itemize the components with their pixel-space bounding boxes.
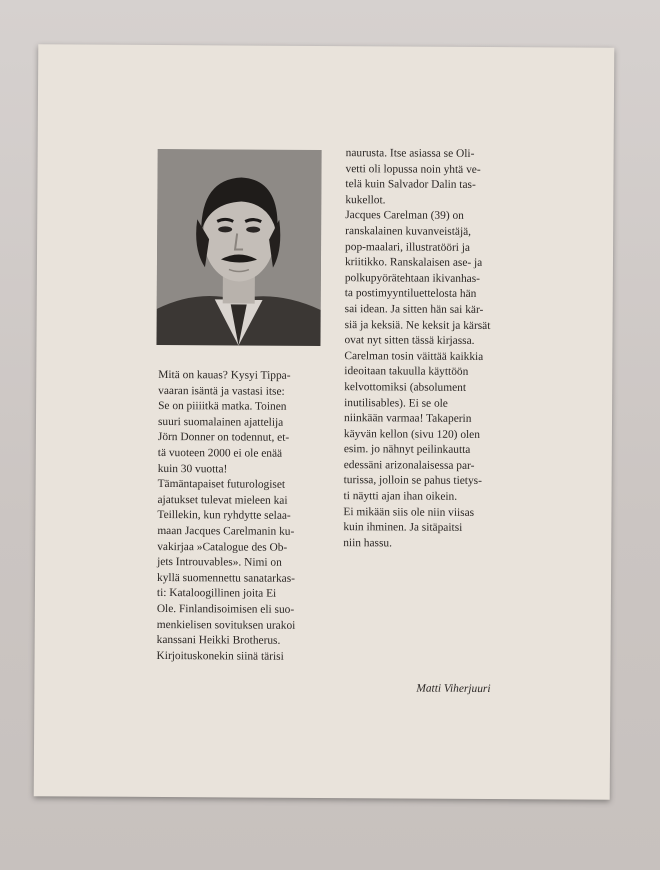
author-signature: Matti Viherjuuri	[416, 682, 491, 696]
text-line: Se on piiiitkä matka. Toinen	[158, 400, 287, 413]
text-line: turissa, jolloin se pahus tietys-	[343, 474, 482, 488]
text-line: Kirjoituskonekin siinä tärisi	[156, 649, 284, 663]
text-line: pop-maalari, illustratööri ja	[345, 240, 471, 254]
text-line: ovat nyt sitten tässä kirjassa.	[344, 334, 475, 348]
text-line: Teillekin, kun ryhdytte selaa-	[157, 509, 291, 523]
left-text-column	[157, 368, 329, 665]
text-line: kelvottomiksi (absolument	[344, 381, 467, 394]
text-line: sai idean. Ja sitten hän sai kär-	[344, 303, 484, 316]
text-line: käyvän kellon (sivu 120) olen	[343, 427, 480, 441]
text-line: Mitä on kauas? Kysyi Tippa-	[158, 368, 291, 382]
right-text-column	[343, 146, 515, 552]
text-line: tä vuoteen 2000 ei ole enää	[157, 446, 283, 460]
text-line: ideoitaan takuulla käyttöön	[344, 365, 469, 379]
text-line: Carelman tosin väittää kaikkia	[344, 349, 484, 363]
text-line: kuin 30 vuotta!	[157, 462, 228, 475]
text-line: naurusta. Itse asiassa se Oli-	[345, 147, 475, 160]
text-line: ti: Kataloogillinen joita Ei	[156, 587, 277, 601]
author-portrait-photo	[156, 149, 321, 346]
text-line: kukellot.	[345, 193, 386, 207]
text-line: Jörn Donner on todennut, et-	[157, 431, 290, 445]
text-line: ta postimyyntiluettelosta hän	[344, 287, 477, 301]
text-line: Ole. Finlandisoimisen eli suo-	[156, 602, 295, 616]
text-line: kriitikko. Ranskalaisen ase- ja	[344, 256, 483, 270]
text-line: Jacques Carelman (39) on	[345, 209, 464, 223]
text-line: jets Introuvables». Nimi on	[157, 556, 282, 569]
text-line: ranskalainen kuvanveistäjä,	[345, 225, 472, 238]
text-line: niinkään varmaa! Takaperin	[343, 412, 472, 425]
text-line: ti näytti ajan ihan oikein.	[343, 490, 458, 503]
text-line: kyllä suomennettu sanatarkas-	[157, 571, 296, 585]
text-line: Tämäntapaiset futurologiset	[157, 478, 286, 491]
text-line: niin hassu.	[343, 536, 393, 550]
book-back-cover	[34, 44, 615, 800]
text-line: kuin ihminen. Ja sitäpaitsi	[343, 521, 463, 535]
text-line: edessäni arizonalaisessa par-	[343, 458, 475, 472]
text-line: Ei mikään siis ole niin viisas	[343, 505, 475, 519]
text-line: suuri suomalainen ajattelija	[157, 415, 284, 429]
text-line: vetti oli lopussa noin yhtä ve-	[345, 162, 481, 176]
text-line: menkielisen sovituksen urakoi	[156, 618, 296, 632]
portrait-photo-icon	[156, 149, 321, 346]
text-line: esim. jo nähnyt peilinkautta	[343, 443, 471, 457]
text-line: maan Jacques Carelmanin ku-	[157, 524, 295, 538]
text-line: siä ja keksiä. Ne keksit ja kärsät	[344, 318, 491, 332]
text-line: vakirjaa »Catalogue des Ob-	[157, 540, 288, 554]
text-line: vaaran isäntä ja vastasi itse:	[158, 384, 285, 398]
text-line: polkupyörätehtaan ikivanhas-	[344, 271, 480, 285]
text-line: telä kuin Salvador Dalin tas-	[345, 178, 476, 192]
text-line: kanssani Heikki Brotherus.	[156, 634, 281, 647]
text-line: inutilisables). Ei se ole	[344, 396, 448, 410]
text-line: ajatukset tulevat mieleen kai	[157, 493, 288, 507]
